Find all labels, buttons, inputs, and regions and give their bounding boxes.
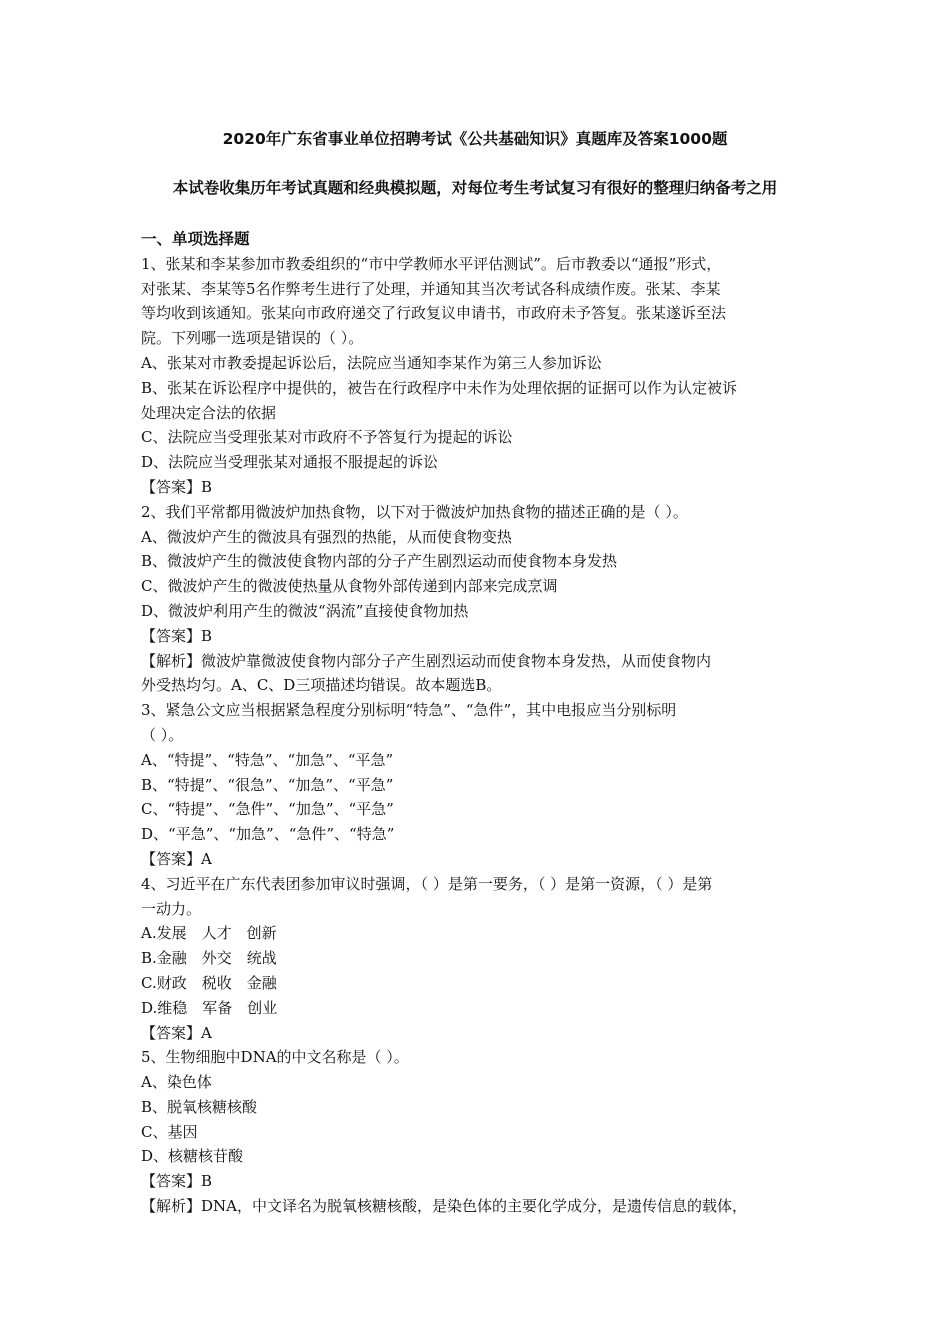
text-line: C、“特提”、“急件”、“加急”、“平急” bbox=[141, 800, 394, 819]
text-line: （ ）。 bbox=[141, 725, 184, 744]
text-line: 【答案】B bbox=[141, 477, 213, 496]
text-line: A、微波炉产生的微波具有强烈的热能，从而使食物变热 bbox=[141, 527, 512, 546]
section-heading: 一、单项选择题 bbox=[141, 230, 250, 248]
text-line: 等均收到该通知。张某向市政府递交了行政复议申请书，市政府未予答复。张某遂诉至法 bbox=[141, 304, 727, 323]
text-line: D、法院应当受理张某对通报不服提起的诉讼 bbox=[141, 453, 439, 472]
text-line: 对张某、李某等5名作弊考生进行了处理，并通知其当次考试各科成绩作废。张某、李某 bbox=[141, 279, 721, 298]
text-line: A、“特提”、“特急”、“加急”、“平急” bbox=[141, 750, 394, 769]
text-line: B、“特提”、“很急”、“加急”、“平急” bbox=[141, 775, 394, 794]
text-line: D、“平急”、“加急”、“急件”、“特急” bbox=[141, 825, 395, 844]
text-line: C、基因 bbox=[141, 1122, 198, 1141]
text-line: C、微波炉产生的微波使热量从食物外部传递到内部来完成烹调 bbox=[141, 577, 558, 596]
text-line: 【答案】B bbox=[141, 1172, 213, 1191]
text-line: 【答案】A bbox=[141, 849, 212, 868]
text-line: A、张某对市教委提起诉讼后，法院应当通知李某作为第三人参加诉讼 bbox=[141, 353, 602, 372]
text-line: A.发展 人才 创新 bbox=[141, 924, 277, 943]
text-line: 5、生物细胞中DNA的中文名称是（ ）。 bbox=[141, 1048, 409, 1067]
text-line: 3、紧急公文应当根据紧急程度分别标明“特急”、“急件”，其中电报应当分别标明 bbox=[141, 701, 677, 720]
text-line: 1、张某和李某参加市教委组织的“市中学教师水平评估测试”。后市教委以“通报”形式， bbox=[141, 254, 722, 273]
document-body bbox=[141, 227, 821, 1219]
text-line: D、微波炉利用产生的微波“涡流”直接使食物加热 bbox=[141, 601, 469, 620]
document-subtitle: 本试卷收集历年考试真题和经典模拟题，对每位考生考试复习有很好的整理归纳备考之用 bbox=[172, 179, 778, 197]
text-line: 4、习近平在广东代表团参加审议时强调，（ ）是第一要务，（ ）是第一资源，（ ）是第 bbox=[141, 874, 713, 893]
text-line: 【答案】B bbox=[141, 626, 213, 645]
text-line: C.财政 税收 金融 bbox=[141, 973, 277, 992]
text-line: B、微波炉产生的微波使食物内部的分子产生剧烈运动而使食物本身发热 bbox=[141, 552, 618, 571]
text-line: D、核糖核苷酸 bbox=[141, 1147, 244, 1166]
text-line: 处理决定合法的依据 bbox=[141, 403, 277, 422]
text-line: B、脱氧核糖核酸 bbox=[141, 1097, 258, 1116]
text-line: 【解析】DNA，中文译名为脱氧核糖核酸，是染色体的主要化学成分，是遗传信息的载体， bbox=[141, 1197, 747, 1216]
text-line: 【解析】微波炉靠微波使食物内部分子产生剧烈运动而使食物本身发热，从而使食物内 bbox=[141, 651, 712, 670]
text-line: 院。下列哪一选项是错误的（ ）。 bbox=[141, 329, 364, 348]
text-line: B.金融 外交 统战 bbox=[141, 949, 277, 968]
document-title: 2020年广东省事业单位招聘考试《公共基础知识》真题库及答案1000题 bbox=[222, 130, 728, 148]
text-line: 外受热均匀。A、C、D三项描述均错误。故本题选B。 bbox=[141, 676, 502, 695]
text-line: D.维稳 军备 创业 bbox=[141, 998, 278, 1017]
text-line: A、染色体 bbox=[141, 1073, 212, 1092]
text-line: 一动力。 bbox=[141, 899, 202, 918]
text-line: 2、我们平常都用微波炉加热食物，以下对于微波炉加热食物的描述正确的是（ ）。 bbox=[141, 502, 688, 521]
question-lines bbox=[141, 252, 821, 1219]
text-line: 【答案】A bbox=[141, 1023, 212, 1042]
text-line: C、法院应当受理张某对市政府不予答复行为提起的诉讼 bbox=[141, 428, 513, 447]
text-line: B、张某在诉讼程序中提供的，被告在行政程序中未作为处理依据的证据可以作为认定被诉 bbox=[141, 378, 738, 397]
